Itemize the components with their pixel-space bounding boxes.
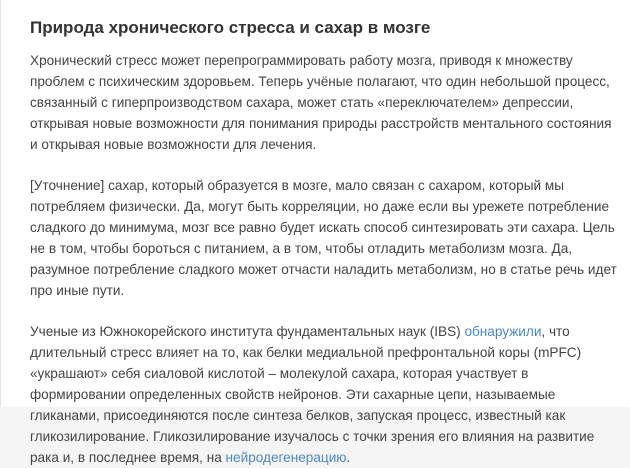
article-body [30, 18, 620, 468]
paragraph-intro: Хронический стресс может перепрограммировать работу мозга, приводя к множеству проблем с психическим здоровьем. Теперь учёные полагают, что один небольшой процесс, связанный с гиперпроизводством сахара, может стать «переключателем» депрессии, открывая новые возможности для понимания природы расстройств ментального состояния и открывая новые возможности для лечения. [30, 53, 612, 152]
paragraph-research-text-end: . [346, 450, 351, 465]
article-title: Природа хронического стресса и сахар в мозге [30, 18, 431, 37]
paragraph-research [30, 321, 620, 468]
paragraph-research-text-middle: , что длительный стресс влияет на то, как белки медиальной префронтальной коры (mPFC) «украшают» себя сиаловой кислотой – молекулой сахара, которая участвует в формировании определенных свойств нейронов. Эти сахарные цепи, называемые гликанами, присоединяются после синтеза белков, запуская процесс, известный как гликозилирование. Гликозилирование изучалось с точки зрения его влияния на развитие рака и, в последнее время, на [30, 324, 595, 465]
neurodegeneration-link[interactable]: нейродегенерацию [225, 450, 347, 465]
paragraph-research-text-start: Ученые из Южнокорейского института фундаментальных наук (IBS) [30, 324, 465, 339]
paragraph-clarification: [Уточнение] сахар, который образуется в мозге, мало связан с сахаром, который мы потребляем физически. Да, могут быть корреляции, но даже если вы урежете потребление сладкого до минимума, мозг все равно будет искать способ синтезировать эти сахара. Цель не в том, чтобы бороться с питанием, а в том, чтобы отладить метаболизм мозга. Да, разумное потребление сладкого может отчасти наладить метаболизм, но в статье речь идет про иные пути. [30, 178, 617, 298]
discovered-link[interactable]: обнаружили [464, 324, 542, 339]
